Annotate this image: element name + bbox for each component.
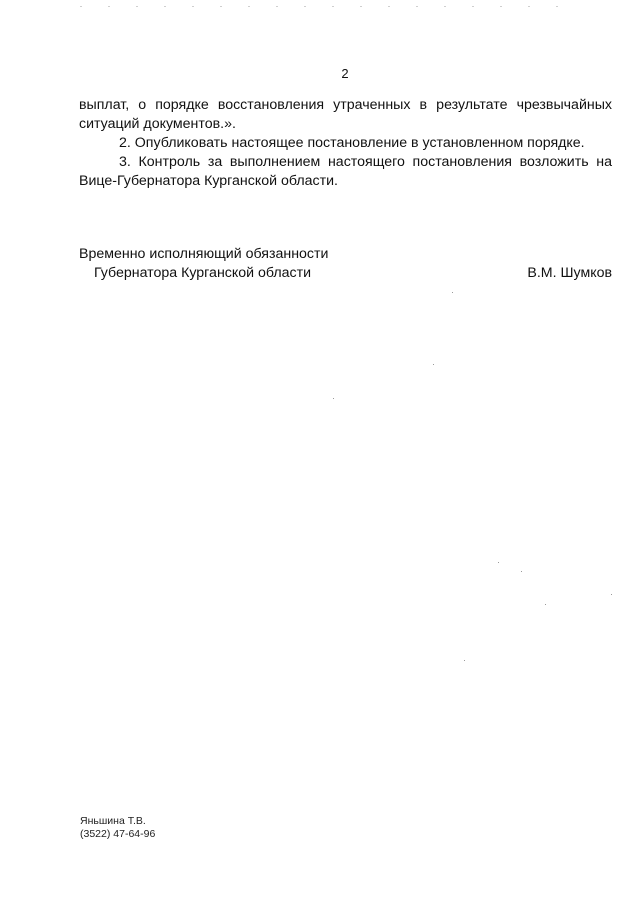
scan-speck [545, 604, 546, 605]
scan-speck [521, 571, 522, 572]
executor-info [80, 815, 155, 841]
scan-speck [464, 660, 465, 661]
scan-speck [452, 292, 453, 293]
paragraph-publish: 2. Опубликовать настоящее постановление в установленном порядке. [119, 135, 585, 151]
scan-artifact-line [80, 6, 580, 7]
signature-block [79, 245, 612, 283]
executor-name: Яньшина Т.В. [80, 815, 146, 827]
scan-speck [498, 562, 499, 563]
signatory-position-line1: Временно исполняющий обязанности [79, 246, 329, 262]
scan-speck [433, 364, 434, 365]
paragraph-continuation: выплат, о порядке восстановления утраченных в результате чрезвычайных ситуаций документов.». [79, 97, 612, 132]
scan-speck [333, 398, 334, 399]
signature-row [79, 264, 612, 283]
paragraph-control: 3. Контроль за выполнением настоящего постановления возложить на Вице-Губернатора Курганской области. [79, 154, 612, 189]
page-number: 2 [341, 66, 349, 81]
scan-speck [611, 594, 612, 595]
signatory-position-line2: Губернатора Курганской области [94, 265, 312, 281]
signatory-name: В.М. Шумков [527, 265, 612, 281]
executor-phone: (3522) 47-64-96 [80, 828, 156, 840]
document-body [79, 96, 612, 191]
